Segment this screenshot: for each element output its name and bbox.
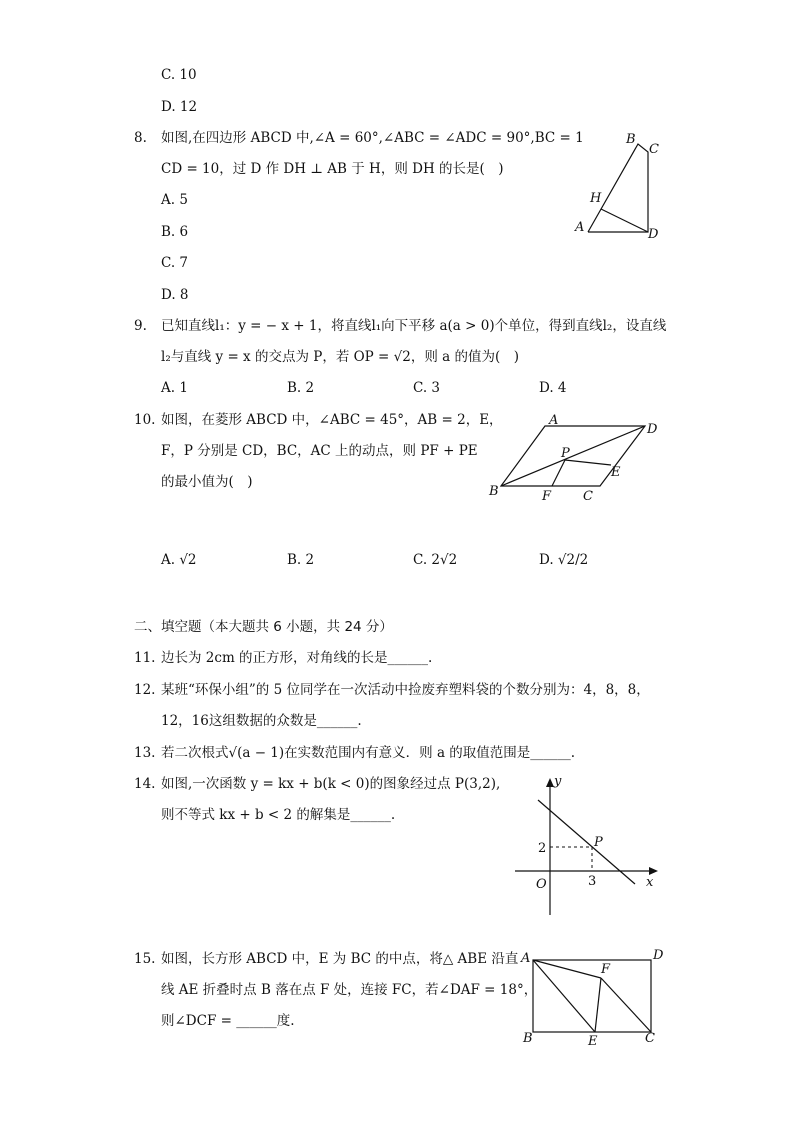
q9-number: 9. [134, 318, 147, 334]
q9-option-b: B. 2 [287, 380, 315, 396]
q8-label-b: B [626, 132, 636, 147]
q10-label-c: C [583, 489, 593, 504]
q8-text-line1: 如图,在四边形 ABCD 中,∠A = 60°,∠ABC = ∠ADC = 90°,BC = 1 [161, 130, 584, 146]
q15-segment-af [533, 960, 601, 978]
q14-number: 14. [134, 776, 156, 792]
section-2-title: 二、填空题（本大题共 6 小题，共 24 分） [134, 619, 393, 635]
q14-text-line1: 如图,一次函数 y = kx + b(k < 0)的图象经过点 P(3,2), [161, 776, 501, 792]
q10-option-c: C. 2√2 [413, 552, 458, 568]
q8-text-line2: CD = 10，过 D 作 DH ⊥ AB 于 H，则 DH 的长是( ) [161, 161, 504, 177]
q11-number: 11. [134, 650, 156, 666]
q8-dh-line [601, 209, 648, 232]
q8-label-a: A [575, 220, 585, 235]
q10-number: 10. [134, 412, 156, 428]
q8-quad-outline [588, 144, 648, 232]
q9-text-line2: l₂与直线 y = x 的交点为 P，若 OP = √2，则 a 的值为( ) [161, 349, 520, 365]
q14-text-line2: 则不等式 kx + b < 2 的解集是______. [161, 807, 396, 823]
q8-label-h: H [590, 191, 602, 206]
q10-text-line3: 的最小值为( ) [161, 474, 253, 490]
q7-option-d: D. 12 [161, 99, 198, 115]
q15-label-f: F [601, 962, 611, 977]
q10-label-b: B [489, 484, 499, 499]
q13-number: 13. [134, 745, 156, 761]
q15-label-b: B [523, 1031, 533, 1046]
q14-y-arrow [546, 778, 554, 787]
q10-option-b: B. 2 [287, 552, 315, 568]
q8-figure [570, 128, 670, 248]
q15-label-c: C [645, 1031, 655, 1046]
q9-option-d: D. 4 [539, 380, 567, 396]
q15-segment-ae [533, 960, 595, 1032]
q10-label-f: F [542, 489, 552, 504]
q14-label-p: P [594, 835, 603, 850]
q15-label-e: E [588, 1034, 598, 1049]
q8-option-b: B. 6 [161, 224, 189, 240]
q15-figure [515, 945, 675, 1050]
q10-figure [485, 410, 665, 510]
q12-text-line2: 12，16这组数据的众数是______. [161, 713, 362, 729]
q15-text-line2: 线 AE 折叠时点 B 落在点 F 处，连接 FC，若∠DAF = 18°， [161, 982, 538, 998]
q11-text-line1: 边长为 2cm 的正方形，对角线的长是______. [161, 650, 433, 666]
q15-label-a: A [521, 951, 531, 966]
q14-x-arrow [649, 867, 658, 875]
q9-option-c: C. 3 [413, 380, 441, 396]
q10-text-line1: 如图，在菱形 ABCD 中，∠ABC = 45°，AB = 2，E， [161, 412, 503, 428]
q8-label-c: C [649, 142, 659, 157]
q15-text-line1: 如图，长方形 ABCD 中，E 为 BC 的中点，将△ ABE 沿直 [161, 951, 519, 967]
q8-option-d: D. 8 [161, 287, 189, 303]
q12-number: 12. [134, 682, 156, 698]
q14-label-o: O [536, 877, 547, 892]
q10-segment-pe [565, 460, 611, 465]
q10-label-p: P [561, 446, 570, 461]
q15-segment-fe [595, 978, 601, 1032]
q9-option-a: A. 1 [161, 380, 188, 396]
q8-number: 8. [134, 130, 147, 146]
q15-number: 15. [134, 951, 156, 967]
q8-option-a: A. 5 [161, 192, 188, 208]
q9-text-line1: 已知直线l₁：y = − x + 1，将直线l₁向下平移 a(a > 0)个单位，得到直线l₂，设直线 [161, 318, 667, 334]
q15-rectangle [533, 960, 651, 1032]
q8-option-c: C. 7 [161, 255, 189, 271]
q10-label-a: A [549, 413, 559, 428]
q14-label-x: x [646, 875, 654, 890]
q10-text-line2: F，P 分别是 CD，BC，AC 上的动点，则 PF + PE [161, 443, 478, 459]
q10-label-d: D [647, 422, 658, 437]
q12-text-line1: 某班“环保小组”的 5 位同学在一次活动中捡废弃塑料袋的个数分别为：4，8，8， [161, 682, 650, 698]
q10-option-a: A. √2 [161, 552, 197, 568]
q14-figure [510, 770, 670, 920]
q8-label-d: D [648, 227, 659, 242]
q14-label-2: 2 [538, 841, 547, 856]
q14-label-3: 3 [588, 874, 597, 889]
q10-label-e: E [611, 465, 621, 480]
q15-text-line3: 则∠DCF = ______度. [161, 1013, 295, 1029]
q10-option-d: D. √2/2 [539, 552, 589, 568]
q7-option-c: C. 10 [161, 67, 197, 83]
q14-label-y: y [554, 774, 562, 789]
q13-text-line1: 若二次根式√(a − 1)在实数范围内有意义．则 a 的取值范围是______. [161, 745, 576, 761]
q15-segment-fc [601, 978, 651, 1032]
q15-label-d: D [653, 948, 664, 963]
